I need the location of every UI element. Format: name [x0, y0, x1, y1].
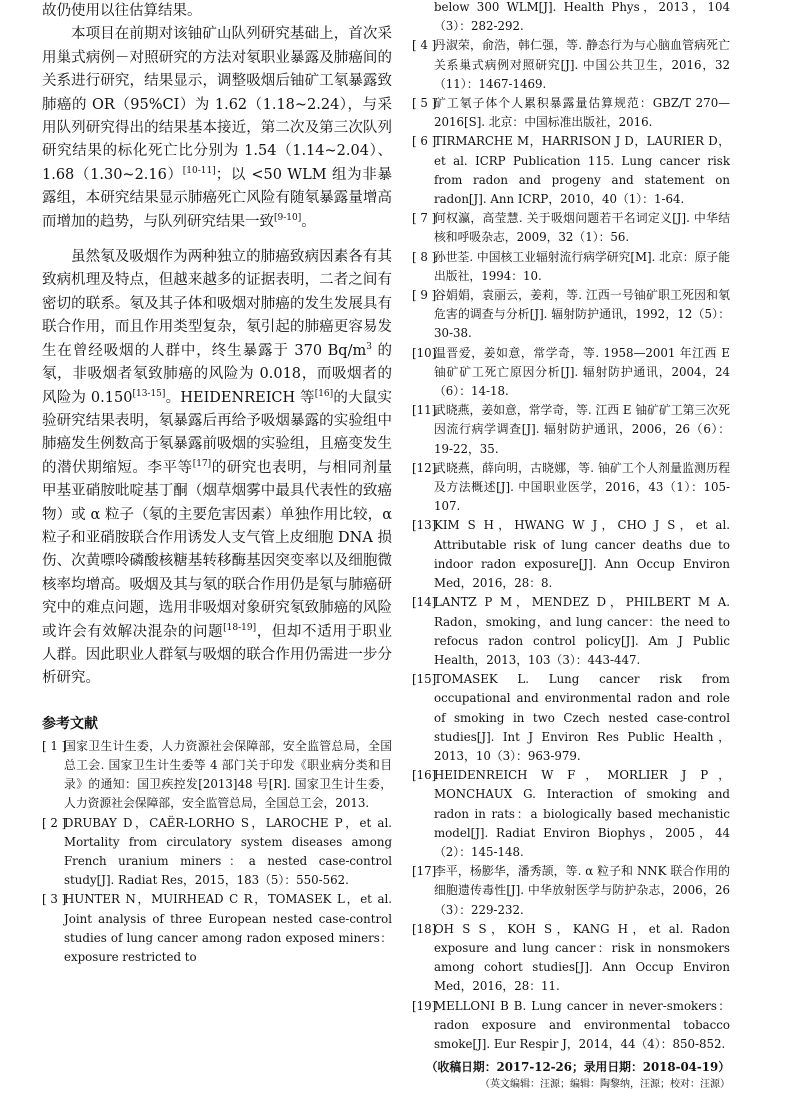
- reference-item: [412, 94, 730, 132]
- reference-text: DRUBAY D，CAËR-LORHO S，LAROCHE P，et al. Mortality from circulatory system diseases among French uranium miners：a nested case-control study[J]. Radiat Res，2015，183（5）：550-562.: [64, 815, 392, 888]
- reference-item: [412, 209, 730, 247]
- reference-item: [412, 132, 730, 209]
- reference-item: [412, 766, 730, 862]
- reference-item: [412, 516, 730, 593]
- reference-number: [ 8 ]: [412, 249, 437, 264]
- reference-number: [ 9 ]: [412, 288, 437, 303]
- reference-item: [412, 36, 730, 94]
- citation[interactable]: [18-19]: [223, 622, 257, 633]
- text-run: 的研究也表明，与相同剂量甲基亚硝胺吡啶基丁酮（烟草烟雾中最具代表性的致癌物）或 α 粒子（氡的主要危害因素）单独作用比较，α 粒子和亚硝胺联合作用诱发人支气管上皮细胞 DNA 损伤、次黄嘌呤磷酸核糖基转移酶基因突变率以及细胞微核率均增高。吸烟及其与氡的联合作用仍是氡与肺癌研究中的难点问题，选用非吸烟对象研究氡致肺癌的风险或许会有效解决混杂的问题: [42, 459, 393, 640]
- reference-number: [11]: [412, 403, 437, 418]
- text-run: ，但却不适用于职业人群。因此职业人群氡与吸烟的联合作用仍需进一步分析研究。: [42, 623, 393, 687]
- reference-text: LANTZ P M，MENDEZ D，PHILBERT M A. Radon，smoking，and lung cancer：the need to refocus radon control policy[J]. Am J Public Health，2013，103（3）：443-447.: [434, 595, 730, 667]
- reference-item: [42, 737, 392, 814]
- text-run: 的氡，非吸烟者氡致肺癌的风险为 0.018，而吸烟者的风险为 0.150: [42, 342, 393, 406]
- reference-text: OH S S，KOH S，KANG H，et al. Radon exposure and lung cancer：risk in nonsmokers among cohort studies[J]. Ann Occup Environ Med，2016，28：11.: [434, 921, 730, 994]
- reference-item: [42, 890, 392, 967]
- reference-item: [412, 670, 730, 766]
- reference-number: [ 4 ]: [412, 38, 437, 53]
- reference-item: [412, 997, 730, 1055]
- received-accepted-dates: （收稿日期：2017-12-26；录用日期：2018-04-19）: [425, 1060, 730, 1075]
- reference-number: [17]: [412, 864, 437, 879]
- body-paragraph-2: [42, 246, 392, 691]
- reference-text: 谷娟娟，袁丽云，姜莉，等. 江西一号铀矿职工死因和氡危害的调查与分析[J]. 辐射防护通讯，1992，12（5）：30-38.: [434, 288, 730, 341]
- reference-number: [14]: [412, 595, 437, 610]
- reference-number: [18]: [412, 921, 437, 936]
- reference-text: 孙世荃. 中国核工业辐射流行病学研究[M]. 北京：原子能出版社，1994：10.: [434, 249, 730, 283]
- reference-text: 李平，杨膨华，潘秀颉，等. α 粒子和 NNK 联合作用的细胞遗传毒性[J]. 中华放射医学与防护杂志，2006，26（3）：229-232.: [434, 864, 730, 917]
- text-run: 。: [301, 213, 316, 230]
- reference-item: [412, 286, 730, 344]
- reference-item: [412, 344, 730, 402]
- text-run: ；以 <50 WLM 组为非暴露组，本研究结果显示肺癌死亡风险有随氡暴露量增高而增加的趋势，与队列研究结果一致: [42, 166, 392, 230]
- reference-text: 矿工氡子体个人累积暴露量估算规范：GBZ/T 270—2016[S]. 北京：中国标准出版社，2016.: [434, 96, 730, 130]
- citation[interactable]: [17]: [192, 458, 212, 469]
- body-paragraph-0: 故仍使用以往估算结果。: [42, 3, 202, 19]
- reference-number: [10]: [412, 345, 437, 360]
- citation[interactable]: [13-15]: [132, 388, 166, 399]
- reference-text: 丹淑荣，俞浩，韩仁强，等. 静态行为与心脑血管病死亡关系巢式病例对照研究[J]. 中国公共卫生，2016，32（11）：1467-1469.: [434, 38, 730, 91]
- text-run: 虽然氡及吸烟作为两种独立的肺癌致病因素各有其致病机理及特点，但越来越多的证据表明，二者之间有密切的联系。氡及其子体和吸烟对肺癌的发生发展具有联合作用，而且作用类型复杂，氡引起的肺癌更容易发生在曾经吸烟的人群中，终生暴露于 370 Bq/m: [42, 249, 392, 359]
- reference-item: [412, 593, 730, 670]
- citation[interactable]: [16]: [314, 388, 334, 399]
- reference-text: TOMASEK L. Lung cancer risk from occupational and environmental radon and role of smoking in two Czech nested case-control studies[J]. Int J Environ Res Public Health，2013，10（3）：963-979.: [434, 672, 730, 763]
- reference-item: [412, 862, 730, 920]
- reference-list-right: [412, 36, 730, 1054]
- reference-number: [ 5 ]: [412, 96, 437, 111]
- editor-credits: （英文编辑：汪源；编辑：陶黎纳，汪源；校对：汪源）: [480, 1079, 730, 1091]
- reference-text: HEIDENREICH W F，MORLIER J P，MONCHAUX G. Interaction of smoking and radon in rats：a biologically based mechanistic model[J]. Radiat Environ Biophys，2005，44（2）：145-148.: [434, 768, 730, 859]
- superscript: 3: [366, 341, 372, 352]
- reference-text: 国家卫生计生委，人力资源社会保障部，安全监管总局，全国总工会. 国家卫生计生委等 4 部门关于印发《职业病分类和目录》的通知：国卫疾控发[2013]48 号[R]. 国家卫生计生委，人力资源社会保障部，安全监管总局，全国总工会，2013.: [64, 738, 392, 811]
- reference-number: [13]: [412, 518, 437, 533]
- reference-number: [ 6 ]: [412, 134, 437, 149]
- left-column: [42, 0, 392, 967]
- reference-number: [ 2 ]: [42, 815, 67, 830]
- text-run: 。HEIDENREICH 等: [165, 389, 315, 406]
- reference-number: [ 1 ]: [42, 738, 67, 753]
- reference-number: [16]: [412, 768, 437, 783]
- reference-text: HUNTER N，MUIRHEAD C R，TOMASEK L，et al. Joint analysis of three European nested case-control studies of lung cancer among radon exposed miners：exposure restricted to: [64, 892, 392, 965]
- reference-item: [42, 814, 392, 891]
- reference-number: [ 3 ]: [42, 892, 67, 907]
- reference-item: [412, 401, 730, 459]
- reference-continuation: below 300 WLM[J]. Health Phys，2013，104（3）：282-292.: [434, 0, 730, 34]
- reference-text: MELLONI B B. Lung cancer in never-smokers：radon exposure and environmental tobacco smoke[J]. Eur Respir J，2014，44（4）：850-852.: [434, 998, 730, 1051]
- reference-text: 武晓燕，薛向明，古晓娜，等. 铀矿工个人剂量监测历程及方法概述[J]. 中国职业医学，2016，43（1）：105-107.: [434, 460, 730, 514]
- reference-number: [15]: [412, 672, 437, 687]
- reference-number: [ 7 ]: [412, 211, 437, 226]
- reference-text: 何权瀛，高莹慧. 关于吸烟问题若干名词定义[J]. 中华结核和呼吸杂志，2009，32（1）：56.: [434, 211, 730, 245]
- text-run: 本项目在前期对该铀矿山队列研究基础上，首次采用巢式病例－对照研究的方法对氡职业暴露及肺癌间的关系进行研究，结果显示，调整吸烟后铀矿工氡暴露致肺癌的 OR（95%CI）为 1.62（1.18~2.24），与采用队列研究得出的结果基本接近，第二次及第三次队列研究结果的标化死亡比分别为 1.54（1.14~2.04）、1.68（1.30~2.16）: [42, 26, 392, 183]
- body-paragraph-1: [42, 23, 392, 234]
- reference-item: [412, 459, 730, 517]
- text-run: 的大鼠实验研究结果表明，氡暴露后再给予吸烟暴露的实验组中肺癌发生例数高于氡暴露前吸烟的实验组，且癌变发生的潜伏期缩短。李平等: [42, 389, 392, 476]
- reference-text: KIM S H，HWANG W J，CHO J S，et al. Attributable risk of lung cancer deaths due to indoor radon exposure[J]. Ann Occup Environ Med，2016，28：8.: [434, 518, 730, 591]
- right-column: [412, 0, 730, 1093]
- reference-item: [412, 920, 730, 997]
- references-heading: 参考文献: [42, 715, 98, 732]
- reference-text: 温晋爱，姜如意，常学奇，等. 1958—2001 年江西 E 铀矿矿工死亡原因分析[J]. 辐射防护通讯，2004，24（6）：14-18.: [434, 345, 730, 399]
- reference-list-left: [42, 737, 392, 967]
- reference-number: [19]: [412, 998, 437, 1013]
- reference-text: 武晓燕，姜如意，常学奇，等. 江西 E 铀矿矿工第三次死因流行病学调查[J]. 辐射防护通讯，2006，26（6）：19-22，35.: [434, 403, 730, 456]
- reference-item: [412, 248, 730, 286]
- citation[interactable]: [10-11]: [182, 166, 216, 177]
- citation[interactable]: [9-10]: [274, 212, 302, 223]
- reference-text: TIRMARCHE M，HARRISON J D，LAURIER D，et al. ICRP Publication 115. Lung cancer risk from radon and progeny and statement on radon[J]. Ann ICRP，2010，40（1）：1-64.: [434, 134, 730, 207]
- reference-number: [12]: [412, 460, 437, 475]
